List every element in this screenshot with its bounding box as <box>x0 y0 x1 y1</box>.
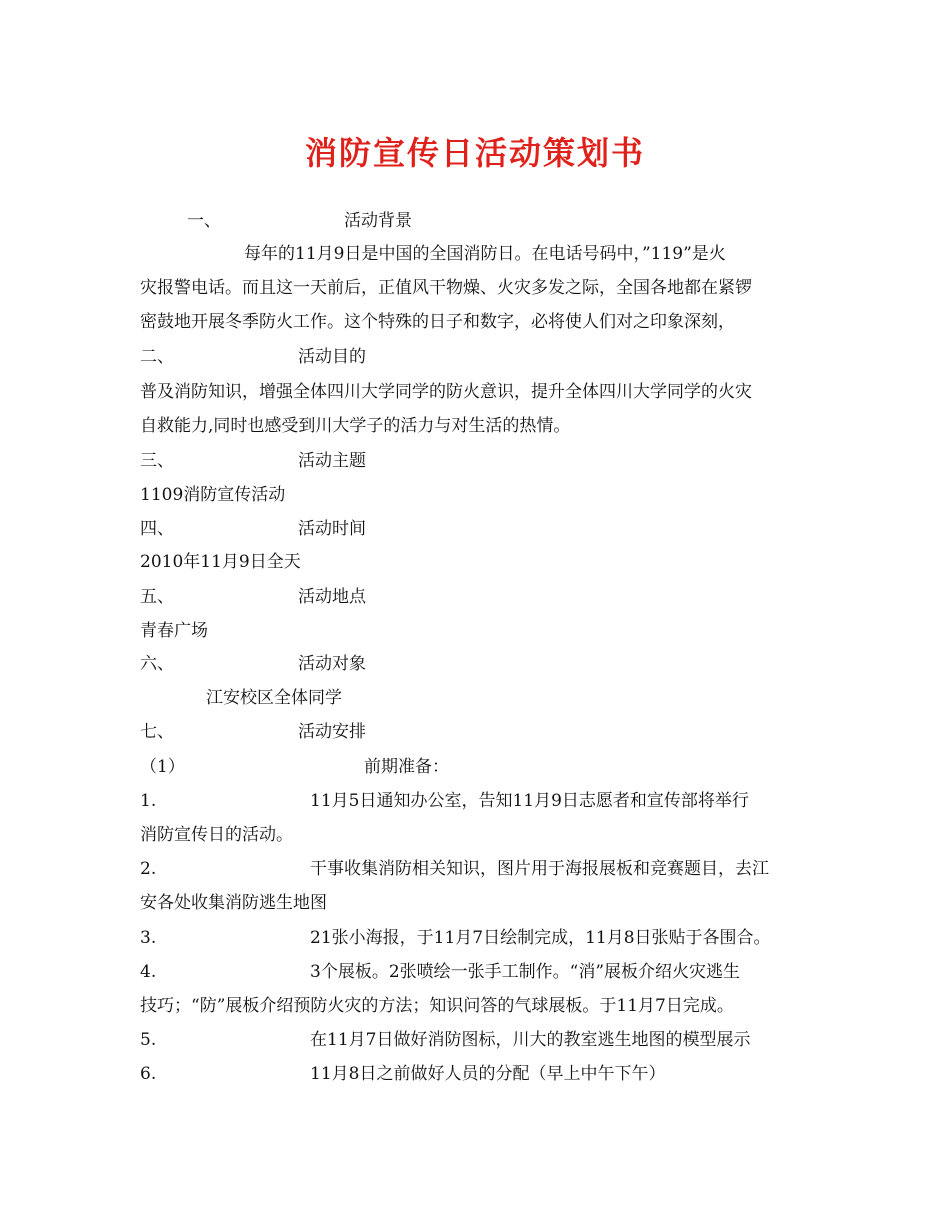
list-item-text: 11月5日通知办公室，告知11月9日志愿者和宣传部将举行 <box>310 791 749 811</box>
document-title: 消防宣传日活动策划书 <box>304 134 645 172</box>
section-number: 七、 <box>140 722 174 742</box>
paragraph-line: 2010年11月9日全天 <box>140 552 301 572</box>
list-item-text: 3个展板。2张喷绘一张手工制作。“消”展板介绍火灾逃生 <box>310 962 741 982</box>
list-item-number: 5. <box>140 1030 157 1050</box>
section-number: 三、 <box>140 451 174 471</box>
paragraph-line: 青春广场 <box>140 621 208 641</box>
paragraph-line: 江安校区全体同学 <box>206 688 342 708</box>
section-heading: 活动主题 <box>298 451 366 471</box>
section-heading: 活动对象 <box>298 654 366 674</box>
list-item-text: 干事收集消防相关知识，图片用于海报展板和竞赛题目，去江 <box>310 859 769 879</box>
paragraph-line: 普及消防知识，增强全体四川大学同学的防火意识，提升全体四川大学同学的火灾 <box>140 382 752 402</box>
subsection-heading: 前期准备： <box>364 757 449 777</box>
list-item-number: 4. <box>140 962 157 982</box>
subsection-number: （1） <box>140 757 185 777</box>
list-item-continuation: 技巧；“防”展板介绍预防火灾的方法；知识问答的气球展板。于11月7日完成。 <box>140 996 734 1016</box>
section-heading: 活动安排 <box>298 722 366 742</box>
list-item-continuation: 安各处收集消防逃生地图 <box>140 893 327 913</box>
list-item-number: 3. <box>140 928 157 948</box>
paragraph-line: 每年的11月9日是中国的全国消防日。在电话号码中，”119”是火 <box>244 244 726 264</box>
paragraph-line: 1109消防宣传活动 <box>140 485 286 505</box>
paragraph-line: 自救能力,同时也感受到川大学子的活力与对生活的热情。 <box>140 416 571 436</box>
list-item-number: 6. <box>140 1064 157 1084</box>
section-heading: 活动地点 <box>298 587 366 607</box>
paragraph-line: 灾报警电话。而且这一天前后，正值风干物燥、火灾多发之际，全国各地都在紧锣 <box>140 278 752 298</box>
section-number: 五、 <box>140 587 174 607</box>
list-item-text: 11月8日之前做好人员的分配（早上中午下午） <box>310 1064 666 1084</box>
list-item-number: 2. <box>140 859 157 879</box>
section-number: 一、 <box>187 211 221 231</box>
section-number: 二、 <box>140 347 174 367</box>
paragraph-line: 密鼓地开展冬季防火工作。这个特殊的日子和数字，必将使人们对之印象深刻， <box>140 312 735 332</box>
section-heading: 活动时间 <box>298 519 366 539</box>
list-item-text: 在11月7日做好消防图标，川大的教室逃生地图的模型展示 <box>310 1030 751 1050</box>
section-number: 四、 <box>140 519 174 539</box>
list-item-continuation: 消防宣传日的活动。 <box>140 825 293 845</box>
list-item-number: 1. <box>140 791 157 811</box>
section-heading: 活动目的 <box>298 347 366 367</box>
section-number: 六、 <box>140 654 174 674</box>
list-item-text: 21张小海报，于11月7日绘制完成，11月8日张贴于各围合。 <box>310 928 771 948</box>
section-heading: 活动背景 <box>344 211 412 231</box>
